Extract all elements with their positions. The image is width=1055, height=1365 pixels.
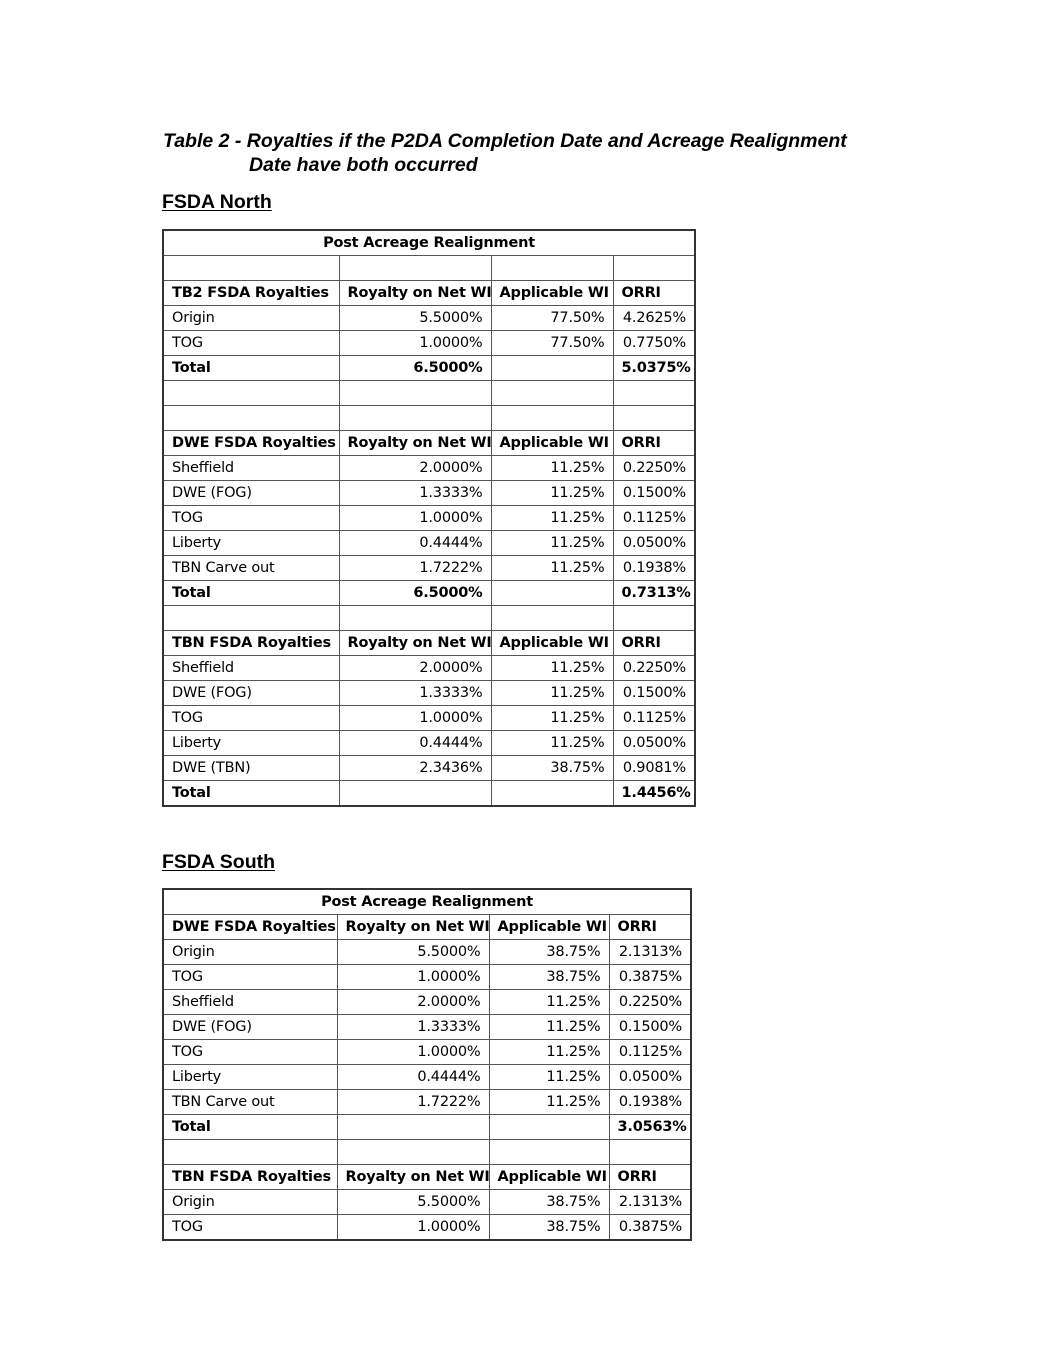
total-row: [163, 781, 695, 807]
column-header-royalty: Royalty on Net WI: [337, 915, 489, 940]
table-row: [163, 1090, 691, 1115]
total-applicable-wi: [491, 581, 613, 606]
empty-cell: [491, 256, 613, 281]
empty-cell: [337, 1140, 489, 1165]
orri-value: 0.1500%: [609, 1015, 691, 1040]
applicable-wi-value: 11.25%: [489, 1015, 609, 1040]
orri-value: 0.2250%: [613, 456, 695, 481]
empty-cell: [163, 1140, 337, 1165]
applicable-wi-value: 11.25%: [491, 456, 613, 481]
total-royalty: 6.5000%: [339, 356, 491, 381]
orri-value: 0.0500%: [613, 531, 695, 556]
royalty-value: 1.0000%: [339, 331, 491, 356]
royalty-value: 1.7222%: [337, 1090, 489, 1115]
column-header-orri: ORRI: [609, 1165, 691, 1190]
applicable-wi-value: 38.75%: [491, 756, 613, 781]
empty-cell: [163, 381, 339, 406]
group-header-row: [163, 915, 691, 940]
applicable-wi-value: 11.25%: [491, 656, 613, 681]
table-row: [163, 481, 695, 506]
applicable-wi-value: 11.25%: [491, 506, 613, 531]
column-header-orri: ORRI: [609, 915, 691, 940]
group-label: TBN FSDA Royalties: [163, 631, 339, 656]
party-name: Liberty: [163, 531, 339, 556]
total-row: [163, 1115, 691, 1140]
party-name: TOG: [163, 331, 339, 356]
applicable-wi-value: 11.25%: [489, 990, 609, 1015]
party-name: Sheffield: [163, 456, 339, 481]
table-row: [163, 1040, 691, 1065]
empty-cell: [339, 606, 491, 631]
column-header-applicable-wi: Applicable WI: [491, 631, 613, 656]
royalty-value: 1.0000%: [337, 965, 489, 990]
applicable-wi-value: 11.25%: [491, 706, 613, 731]
applicable-wi-value: 38.75%: [489, 1215, 609, 1241]
party-name: TBN Carve out: [163, 556, 339, 581]
title-line-2: Date have both occurred: [249, 154, 478, 176]
orri-value: 0.2250%: [609, 990, 691, 1015]
column-header-applicable-wi: Applicable WI: [489, 915, 609, 940]
table-row: [163, 940, 691, 965]
party-name: TOG: [163, 706, 339, 731]
party-name: DWE (FOG): [163, 681, 339, 706]
orri-value: 0.0500%: [613, 731, 695, 756]
party-name: TBN Carve out: [163, 1090, 337, 1115]
table-row: [163, 756, 695, 781]
caption-row: [163, 230, 695, 256]
royalty-value: 2.0000%: [337, 990, 489, 1015]
royalty-value: 5.5000%: [339, 306, 491, 331]
blank-row: [163, 381, 695, 406]
royalty-value: 1.0000%: [339, 706, 491, 731]
applicable-wi-value: 38.75%: [489, 1190, 609, 1215]
empty-cell: [613, 406, 695, 431]
total-label: Total: [163, 1115, 337, 1140]
blank-row: [163, 1140, 691, 1165]
royalty-value: 2.0000%: [339, 656, 491, 681]
table-row: [163, 656, 695, 681]
royalty-value: 5.5000%: [337, 940, 489, 965]
empty-cell: [491, 606, 613, 631]
party-name: Liberty: [163, 731, 339, 756]
column-header-orri: ORRI: [613, 631, 695, 656]
party-name: TOG: [163, 965, 337, 990]
applicable-wi-value: 38.75%: [489, 940, 609, 965]
column-header-royalty: Royalty on Net WI: [339, 431, 491, 456]
total-royalty: 6.5000%: [339, 581, 491, 606]
applicable-wi-value: 11.25%: [489, 1090, 609, 1115]
applicable-wi-value: 11.25%: [491, 681, 613, 706]
total-applicable-wi: [491, 356, 613, 381]
group-label: TB2 FSDA Royalties: [163, 281, 339, 306]
total-label: Total: [163, 356, 339, 381]
group-label: TBN FSDA Royalties: [163, 1165, 337, 1190]
orri-value: 0.3875%: [609, 965, 691, 990]
blank-row: [163, 406, 695, 431]
party-name: DWE (TBN): [163, 756, 339, 781]
party-name: TOG: [163, 506, 339, 531]
column-header-applicable-wi: Applicable WI: [489, 1165, 609, 1190]
royalty-value: 1.0000%: [337, 1215, 489, 1241]
table-caption: Post Acreage Realignment: [163, 230, 695, 256]
empty-cell: [491, 381, 613, 406]
table-row: [163, 731, 695, 756]
table-row: [163, 506, 695, 531]
orri-value: 0.1125%: [609, 1040, 691, 1065]
section-heading-north: FSDA North: [162, 191, 272, 213]
party-name: TOG: [163, 1040, 337, 1065]
table-row: [163, 1215, 691, 1241]
table-row: [163, 306, 695, 331]
empty-cell: [339, 381, 491, 406]
empty-cell: [163, 256, 339, 281]
royalty-value: 1.3333%: [339, 481, 491, 506]
applicable-wi-value: 11.25%: [489, 1065, 609, 1090]
empty-cell: [163, 406, 339, 431]
total-orri: 0.7313%: [613, 581, 695, 606]
section-heading-south: FSDA South: [162, 851, 276, 873]
empty-cell: [339, 406, 491, 431]
table-body-north: [163, 230, 695, 806]
total-applicable-wi: [491, 781, 613, 807]
party-name: Sheffield: [163, 656, 339, 681]
total-row: [163, 581, 695, 606]
group-label: DWE FSDA Royalties: [163, 431, 339, 456]
column-header-applicable-wi: Applicable WI: [491, 431, 613, 456]
royalty-value: 0.4444%: [337, 1065, 489, 1090]
total-royalty: [339, 781, 491, 807]
document-title: [163, 129, 847, 177]
table-row: [163, 681, 695, 706]
empty-cell: [613, 256, 695, 281]
empty-cell: [609, 1140, 691, 1165]
empty-cell: [613, 606, 695, 631]
total-label: Total: [163, 581, 339, 606]
empty-cell: [489, 1140, 609, 1165]
total-royalty: [337, 1115, 489, 1140]
royalty-value: 1.3333%: [337, 1015, 489, 1040]
royalty-value: 0.4444%: [339, 531, 491, 556]
table-row: [163, 965, 691, 990]
blank-row: [163, 256, 695, 281]
table-row: [163, 990, 691, 1015]
royalty-value: 1.0000%: [337, 1040, 489, 1065]
total-orri: 3.0563%: [609, 1115, 691, 1140]
column-header-orri: ORRI: [613, 431, 695, 456]
group-header-row: [163, 281, 695, 306]
table-row: [163, 1065, 691, 1090]
orri-value: 0.1938%: [609, 1090, 691, 1115]
table-row: [163, 706, 695, 731]
table-caption: Post Acreage Realignment: [163, 889, 691, 915]
royalty-value: 1.0000%: [339, 506, 491, 531]
total-row: [163, 356, 695, 381]
applicable-wi-value: 11.25%: [491, 731, 613, 756]
orri-value: 0.9081%: [613, 756, 695, 781]
party-name: DWE (FOG): [163, 1015, 337, 1040]
table-body-south: [163, 889, 691, 1240]
orri-value: 0.2250%: [613, 656, 695, 681]
applicable-wi-value: 11.25%: [491, 556, 613, 581]
orri-value: 4.2625%: [613, 306, 695, 331]
total-orri: 5.0375%: [613, 356, 695, 381]
royalty-value: 1.7222%: [339, 556, 491, 581]
royalty-value: 0.4444%: [339, 731, 491, 756]
orri-value: 0.3875%: [609, 1215, 691, 1241]
group-header-row: [163, 1165, 691, 1190]
empty-cell: [613, 381, 695, 406]
caption-row: [163, 889, 691, 915]
orri-value: 0.1500%: [613, 681, 695, 706]
applicable-wi-value: 77.50%: [491, 306, 613, 331]
applicable-wi-value: 11.25%: [491, 531, 613, 556]
table-row: [163, 556, 695, 581]
party-name: Origin: [163, 1190, 337, 1215]
orri-value: 0.1125%: [613, 506, 695, 531]
orri-value: 2.1313%: [609, 940, 691, 965]
orri-value: 0.1125%: [613, 706, 695, 731]
orri-value: 0.1938%: [613, 556, 695, 581]
blank-row: [163, 606, 695, 631]
empty-cell: [163, 606, 339, 631]
party-name: DWE (FOG): [163, 481, 339, 506]
table-row: [163, 1190, 691, 1215]
royalty-value: 5.5000%: [337, 1190, 489, 1215]
royalty-value: 2.3436%: [339, 756, 491, 781]
total-label: Total: [163, 781, 339, 807]
party-name: Origin: [163, 306, 339, 331]
total-applicable-wi: [489, 1115, 609, 1140]
party-name: Sheffield: [163, 990, 337, 1015]
column-header-orri: ORRI: [613, 281, 695, 306]
empty-cell: [339, 256, 491, 281]
group-header-row: [163, 431, 695, 456]
column-header-royalty: Royalty on Net WI: [339, 281, 491, 306]
applicable-wi-value: 11.25%: [491, 481, 613, 506]
royalty-value: 1.3333%: [339, 681, 491, 706]
group-header-row: [163, 631, 695, 656]
applicable-wi-value: 11.25%: [489, 1040, 609, 1065]
column-header-applicable-wi: Applicable WI: [491, 281, 613, 306]
column-header-royalty: Royalty on Net WI: [339, 631, 491, 656]
royalty-table-south: [162, 888, 692, 1241]
applicable-wi-value: 38.75%: [489, 965, 609, 990]
table-row: [163, 456, 695, 481]
party-name: TOG: [163, 1215, 337, 1241]
total-orri: 1.4456%: [613, 781, 695, 807]
orri-value: 2.1313%: [609, 1190, 691, 1215]
table-row: [163, 1015, 691, 1040]
column-header-royalty: Royalty on Net WI: [337, 1165, 489, 1190]
title-line-1: Table 2 - Royalties if the P2DA Completion Date and Acreage Realignment: [163, 130, 847, 152]
party-name: Origin: [163, 940, 337, 965]
applicable-wi-value: 77.50%: [491, 331, 613, 356]
group-label: DWE FSDA Royalties: [163, 915, 337, 940]
orri-value: 0.7750%: [613, 331, 695, 356]
party-name: Liberty: [163, 1065, 337, 1090]
orri-value: 0.0500%: [609, 1065, 691, 1090]
royalty-value: 2.0000%: [339, 456, 491, 481]
orri-value: 0.1500%: [613, 481, 695, 506]
table-row: [163, 531, 695, 556]
table-row: [163, 331, 695, 356]
royalty-table-north: [162, 229, 696, 807]
empty-cell: [491, 406, 613, 431]
